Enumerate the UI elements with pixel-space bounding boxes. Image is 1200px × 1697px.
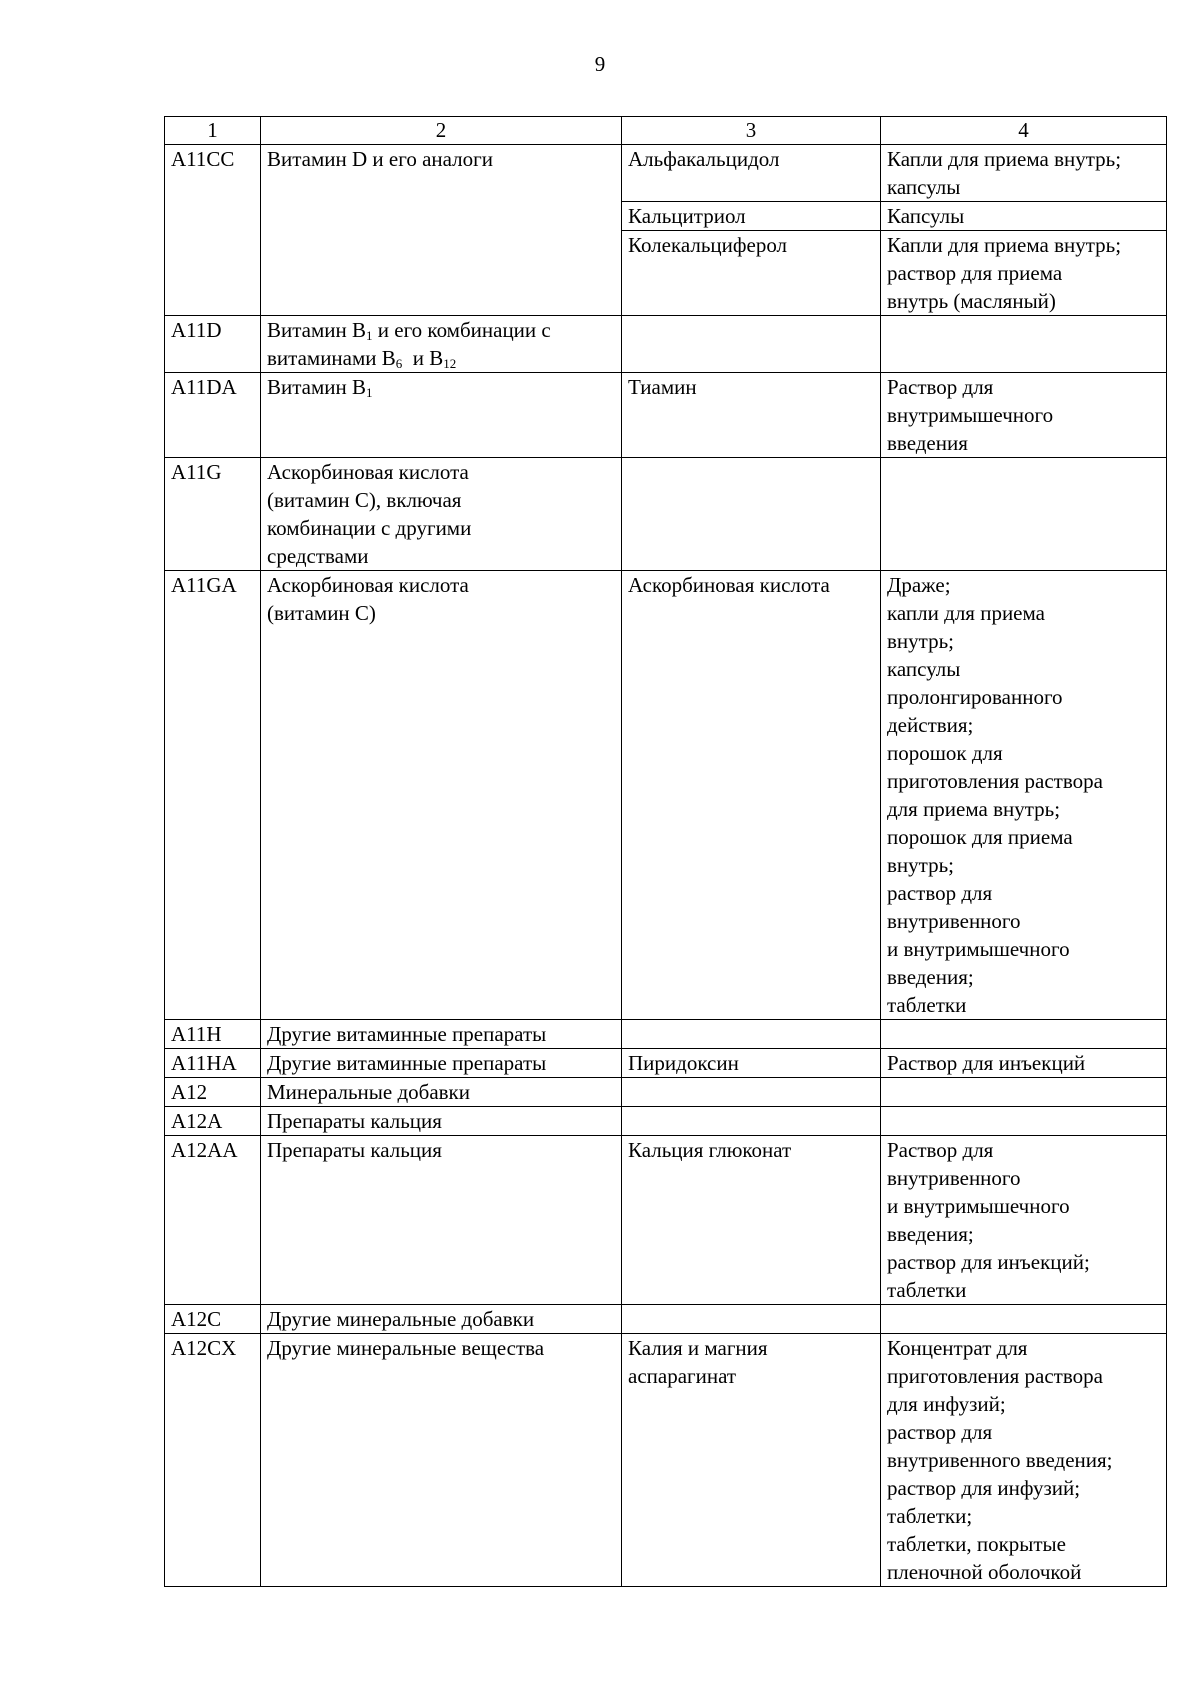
drug-name-cell (622, 458, 881, 571)
table-row (165, 1107, 1167, 1136)
group-name-line: (витамин C), включая (267, 488, 462, 512)
group-name-line: Витамин D и его аналоги (267, 147, 493, 171)
group-name-line: Препараты кальция (267, 1138, 442, 1162)
dosage-form-cell (881, 316, 1167, 373)
group-name-cell (261, 1107, 622, 1136)
group-name-cell (261, 316, 622, 373)
dosage-form-cell (881, 1020, 1167, 1049)
group-name-line: комбинации с другими (267, 516, 472, 540)
drug-name-cell: Калия и магния аспарагинат (622, 1334, 881, 1587)
group-text: и B (402, 346, 444, 370)
atc-code-cell: A11HA (165, 1049, 261, 1078)
group-name-cell (261, 373, 622, 458)
group-name-line: Минеральные добавки (267, 1080, 470, 1104)
group-name-line (267, 373, 615, 401)
drug-name-cell: Пиридоксин (622, 1049, 881, 1078)
table-row (165, 458, 1167, 571)
group-name-line: Аскорбиновая кислота (267, 573, 469, 597)
subscript: 1 (366, 328, 373, 343)
dosage-form-line: Раствор для инъекций (887, 1051, 1086, 1075)
dosage-form-line: раствор для приема (887, 261, 1063, 285)
dosage-form-line: Драже; (887, 573, 951, 597)
dosage-form-line: для инфузий; (887, 1392, 1006, 1416)
column-header: 4 (881, 117, 1167, 145)
group-name-line: Препараты кальция (267, 1109, 442, 1133)
dosage-form-line: внутрь; (887, 629, 954, 653)
group-name-cell (261, 1020, 622, 1049)
table-header-row (165, 117, 1167, 145)
dosage-form-cell (881, 202, 1167, 231)
drug-name-cell: Тиамин (622, 373, 881, 458)
dosage-form-line: внутрь; (887, 853, 954, 877)
dosage-form-line: капсулы (887, 657, 961, 681)
atc-code-cell: A11G (165, 458, 261, 571)
dosage-form-line: таблетки, покрытые (887, 1532, 1066, 1556)
table-row (165, 145, 1167, 202)
dosage-form-line: Концентрат для (887, 1336, 1028, 1360)
drug-name-cell (622, 316, 881, 373)
atc-code-cell: A11CC (165, 145, 261, 316)
atc-code-cell: A12CX (165, 1334, 261, 1587)
dosage-form-line: Раствор для (887, 375, 994, 399)
drug-name-cell (622, 1020, 881, 1049)
group-name-line (267, 316, 615, 344)
drug-name-cell (622, 1078, 881, 1107)
column-header: 3 (622, 117, 881, 145)
dosage-form-line: Раствор для (887, 1138, 994, 1162)
dosage-form-line: введения; (887, 1222, 974, 1246)
dosage-form-line: введения; (887, 965, 974, 989)
dosage-form-cell (881, 1078, 1167, 1107)
dosage-form-line: раствор для инъекций; (887, 1250, 1090, 1274)
table-row (165, 571, 1167, 1020)
group-name-line: Другие минеральные вещества (267, 1336, 545, 1360)
dosage-form-line: капли для приема (887, 601, 1045, 625)
atc-code-cell: A11D (165, 316, 261, 373)
column-header: 2 (261, 117, 622, 145)
group-name-line: Другие витаминные препараты (267, 1022, 547, 1046)
dosage-form-line: таблетки; (887, 1504, 973, 1528)
group-name-line: Другие витаминные препараты (267, 1051, 547, 1075)
group-text: Витамин B (267, 318, 367, 342)
drug-name-cell: Кальцитриол (622, 202, 881, 231)
dosage-form-line: таблетки (887, 1278, 967, 1302)
drug-name-cell: Альфакальцидол (622, 145, 881, 202)
dosage-form-cell (881, 1107, 1167, 1136)
dosage-form-cell (881, 571, 1167, 1020)
subscript: 1 (366, 385, 373, 400)
dosage-form-line: капсулы (887, 175, 961, 199)
dosage-form-line: Капли для приема внутрь; (887, 147, 1122, 171)
group-name-line: Аскорбиновая кислота (267, 460, 469, 484)
group-name-cell (261, 1334, 622, 1587)
table-row (165, 1049, 1167, 1078)
group-text: витаминами B (267, 346, 396, 370)
dosage-form-line: раствор для инфузий; (887, 1476, 1081, 1500)
group-name-cell (261, 1305, 622, 1334)
dosage-form-line: порошок для приема (887, 825, 1073, 849)
table-row (165, 1334, 1167, 1587)
subscript: 12 (443, 356, 457, 371)
dosage-form-cell (881, 373, 1167, 458)
atc-code-cell: A12C (165, 1305, 261, 1334)
dosage-form-cell (881, 1136, 1167, 1305)
table-row (165, 1136, 1167, 1305)
group-name-cell (261, 1049, 622, 1078)
dosage-form-line: Капли для приема внутрь; (887, 233, 1122, 257)
drug-table (164, 116, 1167, 1587)
drug-name-cell: Кальция глюконат (622, 1136, 881, 1305)
dosage-form-line: приготовления раствора (887, 769, 1103, 793)
dosage-form-cell (881, 1049, 1167, 1078)
group-name-line: (витамин C) (267, 601, 376, 625)
group-name-cell (261, 458, 622, 571)
column-header: 1 (165, 117, 261, 145)
subscript: 6 (395, 356, 403, 371)
drug-name-cell (622, 1107, 881, 1136)
dosage-form-line: порошок для (887, 741, 1003, 765)
dosage-form-line: таблетки (887, 993, 967, 1017)
drug-name-cell: Колекальциферол (622, 231, 881, 316)
dosage-form-line: введения (887, 431, 968, 455)
atc-code-cell: A12A (165, 1107, 261, 1136)
dosage-form-line: Капсулы (887, 204, 965, 228)
dosage-form-line: внутривенного введения; (887, 1448, 1113, 1472)
dosage-form-line: раствор для (887, 881, 993, 905)
dosage-form-line: и внутримышечного (887, 937, 1070, 961)
atc-code-cell: A12AA (165, 1136, 261, 1305)
dosage-form-line: пленочной оболочкой (887, 1560, 1082, 1584)
atc-code-cell: A12 (165, 1078, 261, 1107)
table-body (165, 145, 1167, 1587)
group-name-cell (261, 571, 622, 1020)
group-name-cell (261, 1078, 622, 1107)
group-name-line: Другие минеральные добавки (267, 1307, 535, 1331)
dosage-form-line: внутривенного (887, 909, 1021, 933)
dosage-form-cell (881, 1305, 1167, 1334)
dosage-form-line: внутримышечного (887, 403, 1054, 427)
dosage-form-cell (881, 458, 1167, 571)
dosage-form-line: действия; (887, 713, 974, 737)
dosage-form-line: внутривенного (887, 1166, 1021, 1190)
dosage-form-line: для приема внутрь; (887, 797, 1061, 821)
table-row (165, 1305, 1167, 1334)
dosage-form-line: внутрь (масляный) (887, 289, 1056, 313)
dosage-form-line: пролонгированного (887, 685, 1063, 709)
table-row (165, 1078, 1167, 1107)
dosage-form-line: и внутримышечного (887, 1194, 1070, 1218)
dosage-form-line: приготовления раствора (887, 1364, 1103, 1388)
group-name-cell (261, 145, 622, 316)
table-row (165, 373, 1167, 458)
page-number: 9 (594, 52, 606, 76)
table-row (165, 316, 1167, 373)
atc-code-cell: A11H (165, 1020, 261, 1049)
dosage-form-cell (881, 231, 1167, 316)
group-name-line: средствами (267, 544, 369, 568)
group-text: и его комбинации с (372, 318, 551, 342)
dosage-form-cell (881, 1334, 1167, 1587)
group-name-cell (261, 1136, 622, 1305)
table-row (165, 1020, 1167, 1049)
dosage-form-cell (881, 145, 1167, 202)
group-name-line (267, 344, 615, 372)
atc-code-cell: A11DA (165, 373, 261, 458)
group-text: Витамин B (267, 375, 367, 399)
drug-name-cell (622, 1305, 881, 1334)
dosage-form-line: раствор для (887, 1420, 993, 1444)
drug-name-cell: Аскорбиновая кислота (622, 571, 881, 1020)
atc-code-cell: A11GA (165, 571, 261, 1020)
